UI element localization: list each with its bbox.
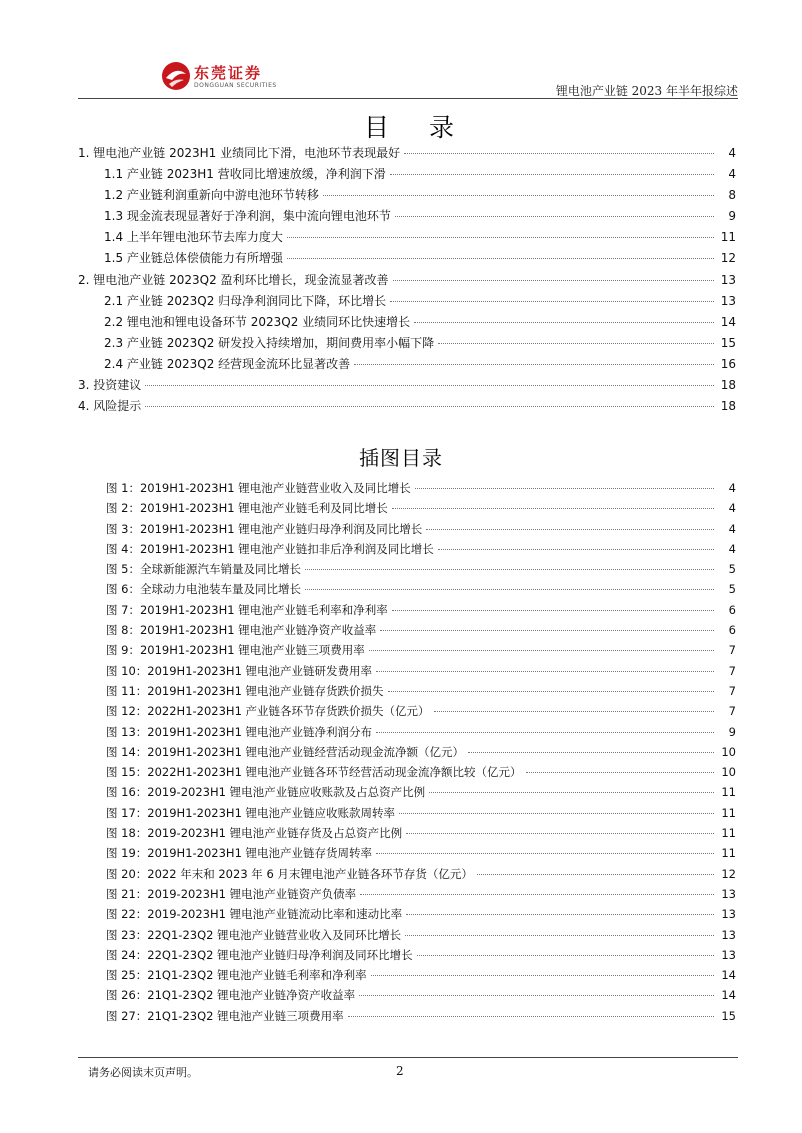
toc-entry[interactable] — [78, 143, 736, 164]
figure-entry-page[interactable]: 14 — [721, 988, 736, 1003]
toc-entry[interactable] — [78, 375, 736, 396]
footer-divider — [78, 1057, 738, 1058]
figure-entry-label[interactable]: 图 17：2019H1-2023H1 锂电池产业链应收账款周转率 — [106, 805, 396, 820]
toc-entry-label[interactable]: 2.1 产业链 2023Q2 归母净利润同比下降，环比增长 — [104, 293, 387, 308]
figure-entry-page[interactable]: 13 — [721, 947, 736, 962]
dot-leader — [426, 529, 714, 530]
figure-entry-label[interactable]: 图 10：2019H1-2023H1 锂电池产业链研发费用率 — [106, 663, 373, 678]
figure-entry-label[interactable]: 图 16：2019-2023H1 锂电池产业链应收账款及占总资产比例 — [106, 785, 426, 800]
figure-entry-label[interactable]: 图 1：2019H1-2023H1 锂电池产业链营业收入及同比增长 — [106, 481, 411, 495]
toc-entry[interactable] — [78, 312, 736, 333]
figure-entry[interactable] — [78, 884, 736, 904]
toc-entry-page[interactable]: 9 — [728, 209, 736, 224]
toc-entry-page[interactable]: 18 — [720, 399, 736, 414]
toc-entry-label[interactable]: 1. 锂电池产业链 2023H1 业绩同比下滑，电池环节表现最好 — [78, 146, 401, 160]
figure-entry-label[interactable]: 图 23：22Q1-23Q2 锂电池产业链营业收入及同环比增长 — [106, 927, 402, 942]
figure-entry-page[interactable]: 13 — [721, 927, 736, 942]
header-divider — [78, 98, 738, 99]
figure-entry-page[interactable]: 4 — [728, 501, 736, 516]
figure-entry[interactable] — [78, 640, 736, 660]
dot-leader — [323, 195, 714, 196]
figure-entry[interactable] — [78, 478, 736, 498]
figure-entry-page[interactable]: 13 — [721, 886, 736, 901]
toc-entry-label[interactable]: 1.2 产业链利润重新向中游电池环节转移 — [104, 188, 319, 203]
toc-entry-page[interactable]: 18 — [720, 378, 736, 393]
dot-leader — [305, 589, 714, 590]
figure-entry[interactable] — [78, 864, 736, 884]
figure-entry-label[interactable]: 图 7：2019H1-2023H1 锂电池产业链毛利率和净利率 — [106, 602, 388, 617]
figure-entry[interactable] — [78, 519, 736, 539]
figure-entry[interactable] — [78, 1006, 736, 1026]
toc-entry-label[interactable]: 2.3 产业链 2023Q2 研发投入持续增加，期间费用率小幅下降 — [104, 335, 435, 350]
figure-list — [78, 478, 736, 1026]
figure-entry[interactable] — [78, 559, 736, 579]
toc-entry-page[interactable]: 13 — [720, 272, 736, 287]
toc-entry-label[interactable]: 2.2 锂电池和锂电设备环节 2023Q2 业绩同环比快速增长 — [104, 314, 411, 329]
figure-entry[interactable] — [78, 742, 736, 762]
dot-leader — [369, 650, 714, 651]
dot-leader — [388, 691, 714, 692]
toc-entry[interactable] — [78, 164, 736, 185]
figure-entry-label[interactable]: 图 22：2019-2023H1 锂电池产业链流动比率和速动比率 — [106, 907, 403, 922]
dot-leader — [404, 153, 714, 154]
dot-leader — [354, 364, 714, 365]
dot-leader — [390, 301, 714, 302]
figure-entry[interactable] — [78, 498, 736, 518]
dot-leader — [392, 508, 714, 509]
figure-entry[interactable] — [78, 925, 736, 945]
brand-name-cn: 东莞证券 — [194, 64, 263, 82]
figure-entry-page[interactable]: 11 — [721, 846, 736, 861]
dot-leader — [429, 792, 714, 793]
company-logo — [160, 60, 280, 94]
figure-entry-page[interactable]: 12 — [721, 866, 736, 881]
toc-entry-label[interactable]: 1.1 产业链 2023H1 营收同比增速放缓，净利润下滑 — [104, 167, 386, 182]
dot-leader — [359, 995, 714, 996]
dot-leader — [371, 975, 714, 976]
figure-entry-page[interactable]: 5 — [728, 582, 736, 597]
figure-entry[interactable] — [78, 985, 736, 1005]
dot-leader — [287, 258, 714, 259]
toc-entry-page[interactable]: 13 — [720, 293, 736, 308]
dot-leader — [287, 237, 714, 238]
toc-entry-label[interactable]: 2. 锂电池产业链 2023Q2 盈利环比增长，现金流显著改善 — [78, 272, 389, 287]
figure-entry[interactable] — [78, 681, 736, 701]
figure-entry-page[interactable]: 6 — [728, 623, 736, 638]
dot-leader — [405, 935, 714, 936]
toc-entry-page[interactable]: 4 — [728, 146, 736, 160]
figure-entry[interactable] — [78, 661, 736, 681]
figure-entry-page[interactable]: 14 — [721, 968, 736, 983]
toc-entry[interactable] — [78, 206, 736, 227]
figure-entry-label[interactable]: 图 13：2019H1-2023H1 锂电池产业链净利润分布 — [106, 724, 373, 739]
dot-leader — [438, 549, 714, 550]
figure-entry-page[interactable]: 10 — [721, 765, 736, 780]
figure-entry-page[interactable]: 4 — [728, 521, 736, 536]
figure-entry[interactable] — [78, 600, 736, 620]
figure-entry[interactable] — [78, 843, 736, 863]
figure-entry-label[interactable]: 图 5：全球新能源汽车销量及同比增长 — [106, 562, 301, 577]
figure-list-heading: 插图目录 — [359, 446, 443, 470]
dot-leader — [348, 1016, 714, 1017]
figure-entry-label[interactable]: 图 2：2019H1-2023H1 锂电池产业链毛利及同比增长 — [106, 501, 388, 516]
dot-leader — [526, 772, 714, 773]
toc-entry[interactable] — [78, 396, 736, 417]
figure-entry-label[interactable]: 图 14：2019H1-2023H1 锂电池产业链经营活动现金流净额（亿元） — [106, 744, 465, 759]
dot-leader — [393, 280, 714, 281]
toc-entry-page[interactable]: 11 — [720, 230, 736, 245]
dot-leader — [468, 752, 714, 753]
dot-leader — [392, 610, 714, 611]
figure-entry-label[interactable]: 图 15：2022H1-2023H1 锂电池产业链各环节经营活动现金流净额比较（亿元） — [106, 765, 522, 780]
dot-leader — [415, 488, 714, 489]
figure-entry-page[interactable]: 13 — [721, 907, 736, 922]
dot-leader — [376, 853, 714, 854]
dot-leader — [305, 569, 714, 570]
figure-entry-page[interactable]: 9 — [728, 724, 736, 739]
figure-entry-page[interactable]: 7 — [728, 643, 736, 658]
toc-entry-label[interactable]: 1.4 上半年锂电池环节去库力度大 — [104, 230, 283, 245]
toc-list — [78, 143, 736, 417]
figure-entry[interactable] — [78, 620, 736, 640]
toc-entry-label[interactable]: 3. 投资建议 — [78, 378, 142, 393]
toc-entry-label[interactable]: 1.5 产业链总体偿债能力有所增强 — [104, 251, 283, 266]
dot-leader — [376, 732, 714, 733]
dot-leader — [399, 813, 714, 814]
dot-leader — [376, 671, 714, 672]
figure-entry-label[interactable]: 图 27：21Q1-23Q2 锂电池产业链三项费用率 — [106, 1008, 344, 1023]
figure-entry-page[interactable]: 11 — [721, 805, 736, 820]
figure-entry-label[interactable]: 图 19：2019H1-2023H1 锂电池产业链存货周转率 — [106, 846, 373, 861]
toc-entry[interactable] — [78, 270, 736, 291]
figure-entry-label[interactable]: 图 24：22Q1-23Q2 锂电池产业链归母净利润及同环比增长 — [106, 947, 413, 962]
figure-entry-label[interactable]: 图 6：全球动力电池装车量及同比增长 — [106, 582, 301, 597]
figure-entry-page[interactable]: 7 — [728, 704, 736, 719]
toc-entry-page[interactable]: 14 — [720, 314, 736, 329]
figure-entry[interactable] — [78, 762, 736, 782]
toc-entry[interactable] — [78, 354, 736, 375]
figure-entry-page[interactable]: 7 — [728, 683, 736, 698]
toc-entry[interactable] — [78, 248, 736, 269]
figure-entry[interactable] — [78, 803, 736, 823]
report-title: 锂电池产业链 2023 年半年报综述 — [555, 84, 738, 98]
page-number: 2 — [396, 1064, 404, 1078]
toc-heading: 目 录 — [364, 113, 470, 142]
figure-entry[interactable] — [78, 722, 736, 742]
dot-leader — [145, 385, 714, 386]
figure-entry-label[interactable]: 图 20：2022 年末和 2023 年 6 月末锂电池产业链各环节存货（亿元） — [106, 866, 473, 881]
dongguan-securities-logo-icon — [160, 60, 192, 92]
toc-entry-page[interactable]: 8 — [728, 188, 736, 203]
figure-entry[interactable] — [78, 904, 736, 924]
disclaimer-note: 请务必阅读末页声明。 — [88, 1066, 198, 1079]
figure-entry-page[interactable]: 4 — [728, 481, 736, 495]
figure-entry-page[interactable]: 11 — [721, 785, 736, 800]
toc-entry-label[interactable]: 1.3 现金流表现显著好于净利润，集中流向锂电池环节 — [104, 209, 391, 224]
figure-entry-label[interactable]: 图 18：2019-2023H1 锂电池产业链存货及占总资产比例 — [106, 826, 403, 841]
figure-entry-label[interactable]: 图 4：2019H1-2023H1 锂电池产业链扣非后净利润及同比增长 — [106, 541, 434, 556]
figure-entry-page[interactable]: 7 — [728, 663, 736, 678]
dot-leader — [434, 711, 714, 712]
figure-entry-label[interactable]: 图 12：2022H1-2023H1 产业链各环节存货跌价损失（亿元） — [106, 704, 430, 719]
figure-entry-label[interactable]: 图 11：2019H1-2023H1 锂电池产业链存货跌价损失 — [106, 683, 384, 698]
toc-entry-page[interactable]: 16 — [720, 356, 736, 371]
dot-leader — [477, 874, 714, 875]
toc-entry-page[interactable]: 4 — [728, 167, 736, 182]
toc-entry-label[interactable]: 4. 风险提示 — [78, 399, 142, 414]
figure-entry[interactable] — [78, 945, 736, 965]
dot-leader — [438, 343, 714, 344]
brand-name-en: DONGGUAN SECURITIES — [194, 82, 277, 89]
dot-leader — [395, 216, 714, 217]
dot-leader — [417, 955, 714, 956]
figure-entry[interactable] — [78, 701, 736, 721]
dot-leader — [360, 894, 714, 895]
dot-leader — [414, 322, 714, 323]
figure-entry-label[interactable]: 图 8：2019H1-2023H1 锂电池产业链净资产收益率 — [106, 623, 377, 638]
figure-entry[interactable] — [78, 823, 736, 843]
figure-entry-page[interactable]: 11 — [721, 826, 736, 841]
dot-leader — [380, 630, 714, 631]
figure-entry[interactable] — [78, 579, 736, 599]
figure-entry[interactable] — [78, 782, 736, 802]
figure-entry-page[interactable]: 5 — [728, 562, 736, 577]
figure-entry-page[interactable]: 15 — [721, 1008, 736, 1023]
figure-entry[interactable] — [78, 539, 736, 559]
dot-leader — [406, 914, 714, 915]
toc-entry-label[interactable]: 2.4 产业链 2023Q2 经营现金流环比显著改善 — [104, 356, 351, 371]
figure-entry[interactable] — [78, 965, 736, 985]
toc-entry[interactable] — [78, 227, 736, 248]
toc-entry[interactable] — [78, 333, 736, 354]
figure-entry-label[interactable]: 图 21：2019-2023H1 锂电池产业链资产负债率 — [106, 886, 357, 901]
dot-leader — [145, 406, 714, 407]
dot-leader — [406, 833, 714, 834]
toc-entry-page[interactable]: 15 — [720, 335, 736, 350]
toc-entry[interactable] — [78, 185, 736, 206]
figure-entry-page[interactable]: 10 — [721, 744, 736, 759]
figure-entry-page[interactable]: 4 — [728, 541, 736, 556]
figure-entry-label[interactable]: 图 25：21Q1-23Q2 锂电池产业链毛利率和净利率 — [106, 968, 367, 983]
dot-leader — [390, 174, 714, 175]
figure-entry-label[interactable]: 图 9：2019H1-2023H1 锂电池产业链三项费用率 — [106, 643, 365, 658]
toc-entry-page[interactable]: 12 — [720, 251, 736, 266]
figure-entry-label[interactable]: 图 3：2019H1-2023H1 锂电池产业链归母净利润及同比增长 — [106, 521, 423, 536]
figure-entry-label[interactable]: 图 26：21Q1-23Q2 锂电池产业链净资产收益率 — [106, 988, 356, 1003]
figure-entry-page[interactable]: 6 — [728, 602, 736, 617]
toc-entry[interactable] — [78, 291, 736, 312]
